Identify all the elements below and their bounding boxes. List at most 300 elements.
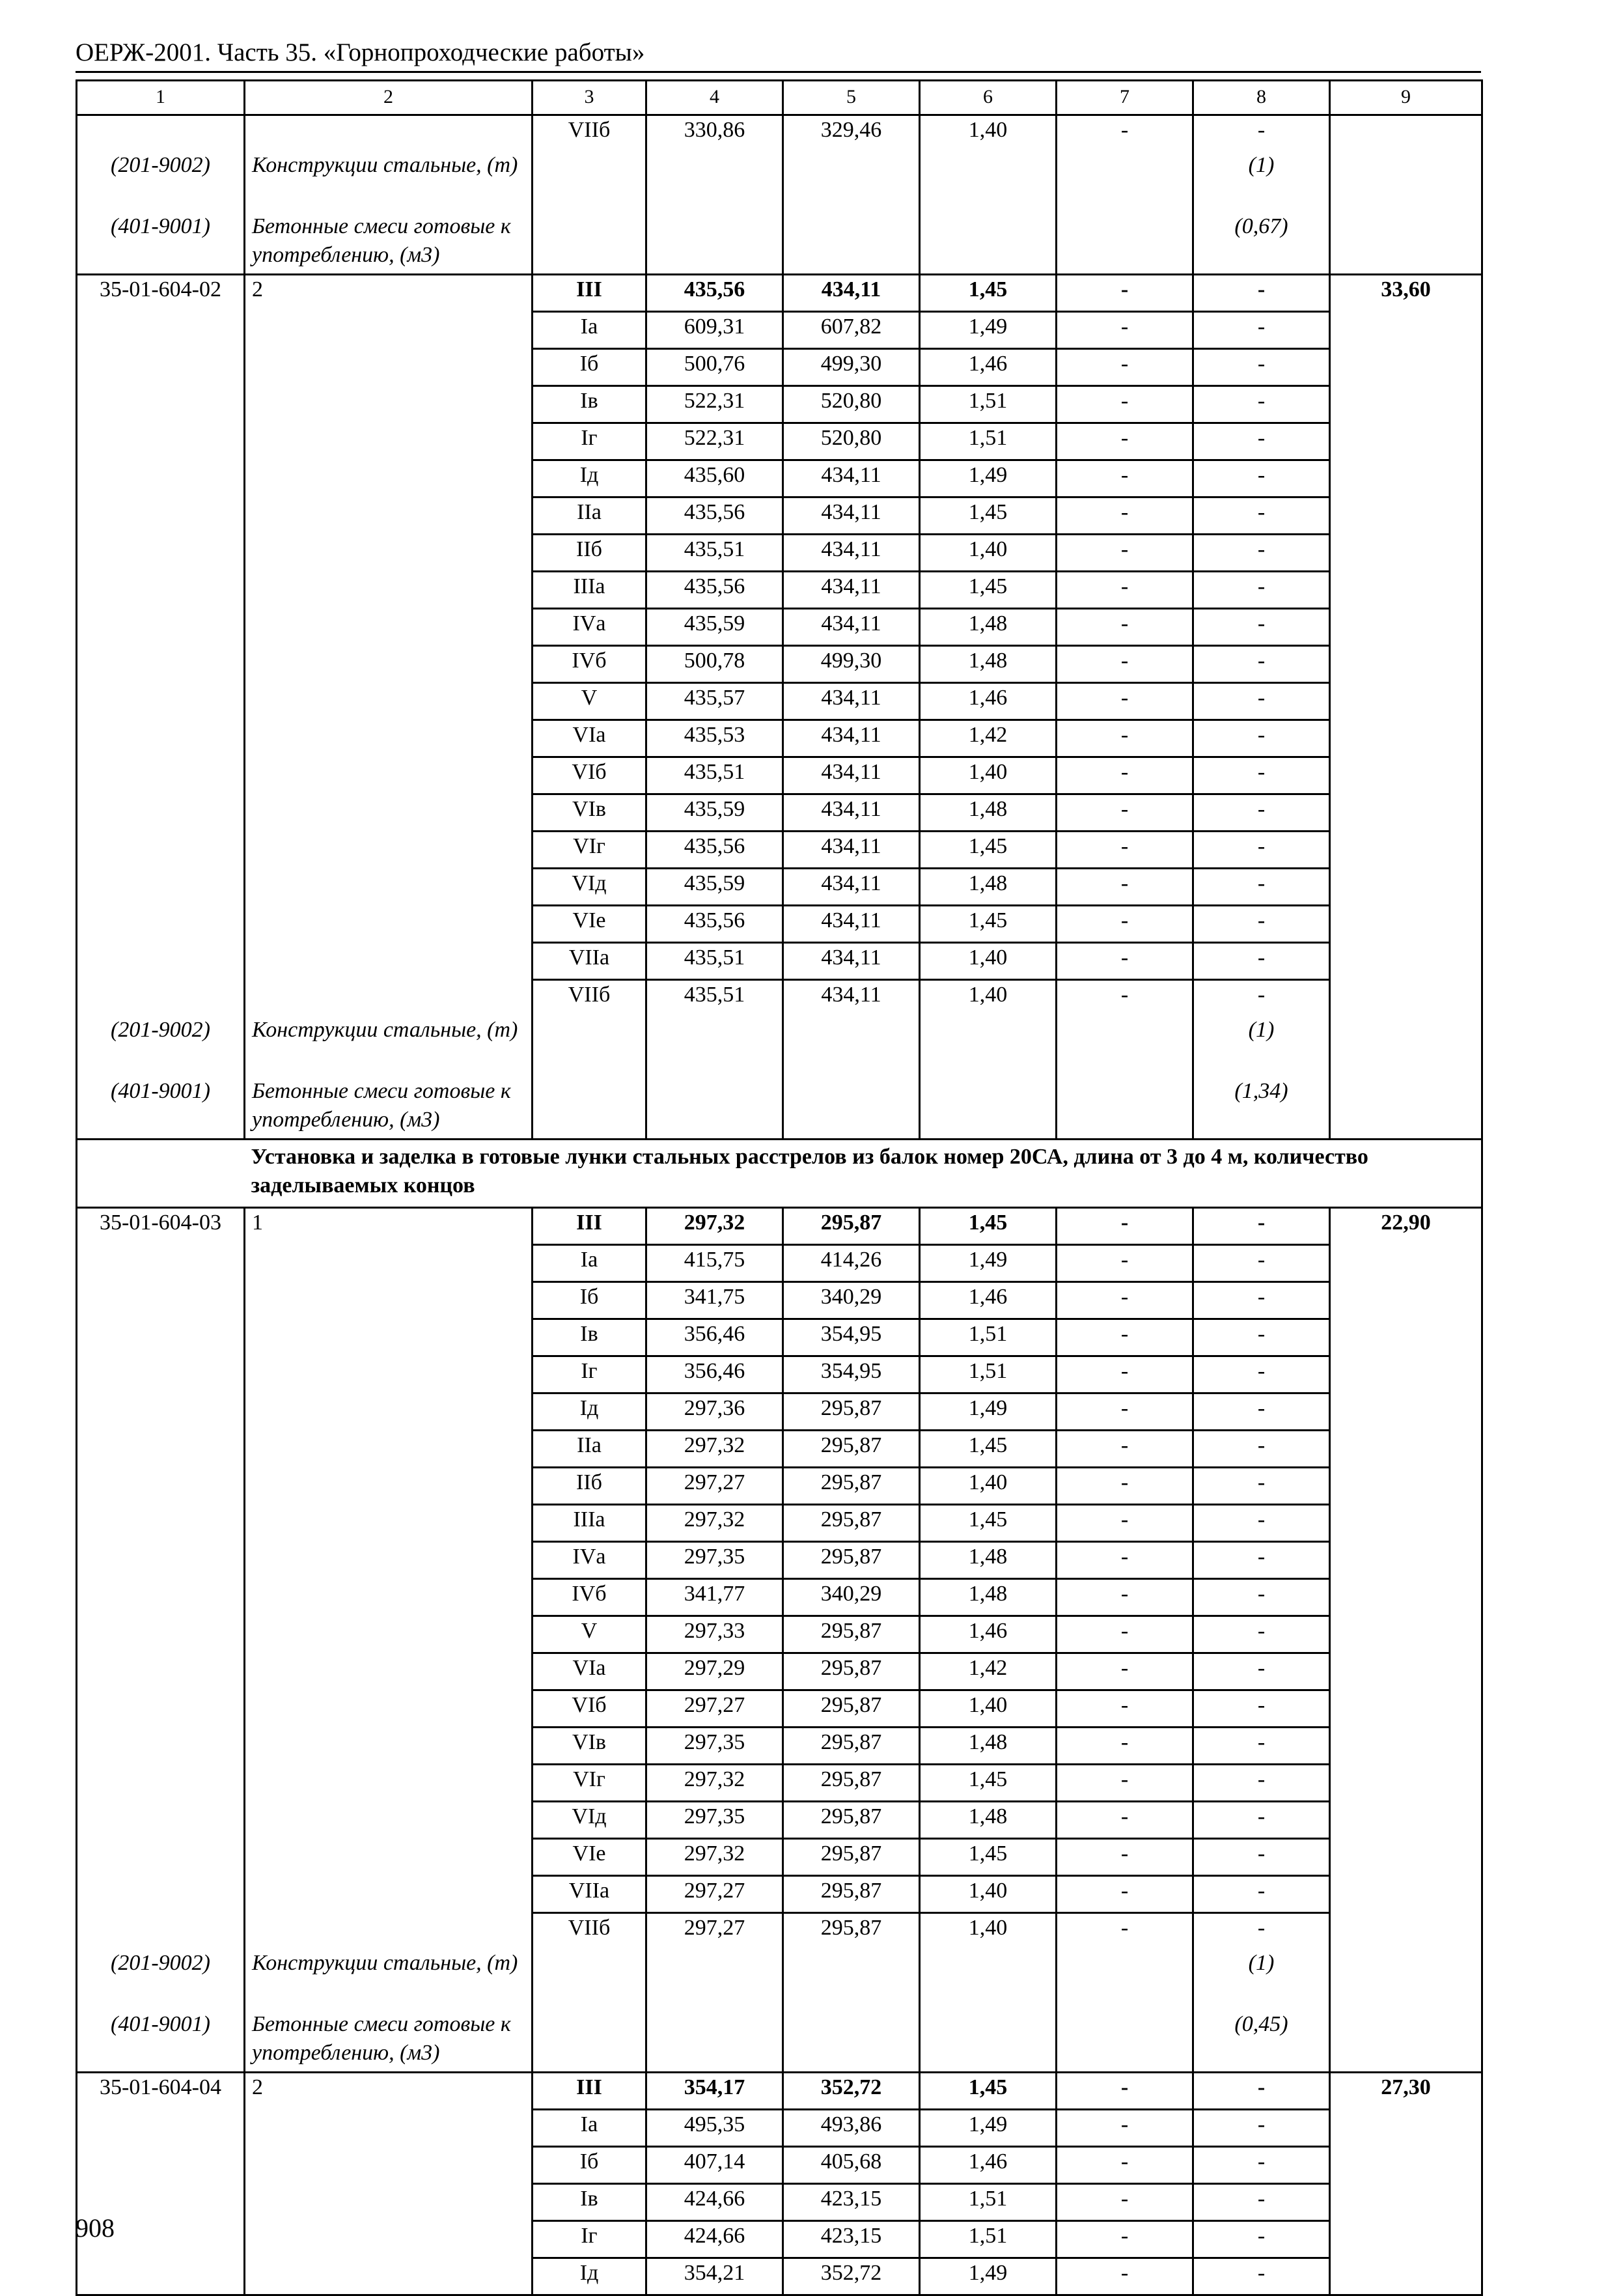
empty-cell bbox=[77, 535, 245, 572]
price-row bbox=[77, 609, 1482, 646]
value-cell: 500,78 bbox=[646, 646, 783, 683]
price-row bbox=[77, 1282, 1482, 1319]
empty-cell bbox=[77, 906, 245, 943]
value-cell: - bbox=[1057, 497, 1193, 535]
value-cell: - bbox=[1193, 794, 1330, 832]
empty-cell bbox=[1330, 2147, 1482, 2184]
value-cell: - bbox=[1057, 1542, 1193, 1579]
empty-cell bbox=[1330, 1016, 1482, 1077]
value-cell: 1,46 bbox=[920, 1616, 1057, 1653]
empty-cell bbox=[77, 1876, 245, 1913]
zone-cell: Iг bbox=[533, 423, 646, 460]
empty-cell bbox=[77, 2258, 245, 2295]
empty-cell bbox=[1330, 2110, 1482, 2147]
value-cell: - bbox=[1057, 1690, 1193, 1728]
value-cell: - bbox=[1193, 720, 1330, 757]
value-cell: 435,56 bbox=[646, 275, 783, 312]
price-row bbox=[77, 1468, 1482, 1505]
value-cell: - bbox=[1057, 906, 1193, 943]
empty-cell bbox=[1330, 1728, 1482, 1765]
empty-cell bbox=[245, 1839, 533, 1876]
empty-cell bbox=[1330, 1765, 1482, 1802]
price-row bbox=[77, 423, 1482, 460]
item-description: 2 bbox=[245, 2073, 533, 2110]
empty-cell bbox=[77, 1616, 245, 1653]
empty-cell bbox=[533, 1077, 646, 1140]
empty-cell bbox=[245, 720, 533, 757]
empty-cell bbox=[77, 720, 245, 757]
item-description: 1 bbox=[245, 1208, 533, 1245]
item-code: 35-01-604-04 bbox=[77, 2073, 245, 2110]
empty-cell bbox=[77, 943, 245, 980]
value-cell: 340,29 bbox=[783, 1579, 920, 1616]
column-number: 2 bbox=[245, 81, 533, 115]
resource-value: (1,34) bbox=[1193, 1077, 1330, 1140]
empty-cell bbox=[245, 646, 533, 683]
value-cell: 295,87 bbox=[783, 1616, 920, 1653]
price-row bbox=[77, 1208, 1482, 1245]
value-cell: 295,87 bbox=[783, 1542, 920, 1579]
empty-cell bbox=[245, 869, 533, 906]
value-cell: - bbox=[1193, 1431, 1330, 1468]
value-cell: - bbox=[1193, 943, 1330, 980]
value-cell: 1,49 bbox=[920, 1245, 1057, 1282]
price-row bbox=[77, 1319, 1482, 1356]
value-cell: - bbox=[1057, 115, 1193, 152]
value-cell: - bbox=[1057, 1431, 1193, 1468]
empty-cell bbox=[783, 1949, 920, 2010]
empty-cell bbox=[646, 1077, 783, 1140]
value-cell: 1,45 bbox=[920, 2073, 1057, 2110]
resource-row bbox=[77, 1949, 1482, 2010]
resource-code: (201-9002) bbox=[77, 1949, 245, 2010]
item-code: 35-01-604-03 bbox=[77, 1208, 245, 1245]
empty-cell bbox=[77, 1468, 245, 1505]
empty-cell bbox=[245, 2184, 533, 2221]
empty-cell bbox=[1330, 151, 1482, 212]
zone-cell: IIIа bbox=[533, 1505, 646, 1542]
empty-cell bbox=[245, 312, 533, 349]
value-cell: - bbox=[1057, 609, 1193, 646]
resource-code: (201-9002) bbox=[77, 151, 245, 212]
value-cell: 423,15 bbox=[783, 2184, 920, 2221]
value-cell: 1,48 bbox=[920, 646, 1057, 683]
empty-cell bbox=[77, 1653, 245, 1690]
value-cell: - bbox=[1193, 1653, 1330, 1690]
value-cell: 434,11 bbox=[783, 906, 920, 943]
empty-cell bbox=[77, 1765, 245, 1802]
empty-cell bbox=[1057, 2010, 1193, 2073]
zone-cell: Iб bbox=[533, 1282, 646, 1319]
value-cell: 435,59 bbox=[646, 609, 783, 646]
value-cell: - bbox=[1057, 832, 1193, 869]
empty-cell bbox=[245, 349, 533, 386]
empty-cell bbox=[1330, 1579, 1482, 1616]
zone-cell: VIIб bbox=[533, 115, 646, 152]
value-cell: - bbox=[1057, 2258, 1193, 2295]
column-number: 3 bbox=[533, 81, 646, 115]
value-cell: 1,45 bbox=[920, 572, 1057, 609]
price-row bbox=[77, 980, 1482, 1016]
price-row bbox=[77, 1356, 1482, 1393]
empty-cell bbox=[1330, 1876, 1482, 1913]
empty-cell bbox=[245, 497, 533, 535]
price-row bbox=[77, 1245, 1482, 1282]
empty-cell bbox=[1330, 2184, 1482, 2221]
value-cell: 1,48 bbox=[920, 1728, 1057, 1765]
zone-cell: Iв bbox=[533, 386, 646, 423]
empty-cell bbox=[77, 1690, 245, 1728]
empty-cell bbox=[1330, 1913, 1482, 1950]
zone-cell: Iа bbox=[533, 1245, 646, 1282]
empty-cell bbox=[245, 1468, 533, 1505]
value-cell: - bbox=[1193, 1765, 1330, 1802]
value-cell: 1,51 bbox=[920, 1319, 1057, 1356]
value-cell: 434,11 bbox=[783, 869, 920, 906]
value-cell: - bbox=[1057, 1913, 1193, 1950]
value-cell: 297,35 bbox=[646, 1802, 783, 1839]
value-cell: - bbox=[1057, 386, 1193, 423]
price-row bbox=[77, 497, 1482, 535]
value-cell: - bbox=[1193, 2258, 1330, 2295]
value-cell: 1,40 bbox=[920, 535, 1057, 572]
value-cell: 295,87 bbox=[783, 1393, 920, 1431]
item-description: 2 bbox=[245, 275, 533, 312]
value-cell: 295,87 bbox=[783, 1690, 920, 1728]
value-cell: - bbox=[1193, 386, 1330, 423]
value-cell: 297,32 bbox=[646, 1208, 783, 1245]
value-cell: 414,26 bbox=[783, 1245, 920, 1282]
empty-cell bbox=[533, 212, 646, 275]
value-cell: 1,45 bbox=[920, 906, 1057, 943]
price-row bbox=[77, 572, 1482, 609]
table-row bbox=[77, 115, 1482, 152]
zone-cell: VIд bbox=[533, 869, 646, 906]
price-row bbox=[77, 1839, 1482, 1876]
value-cell: 297,36 bbox=[646, 1393, 783, 1431]
empty-cell bbox=[245, 609, 533, 646]
value-cell: 1,42 bbox=[920, 1653, 1057, 1690]
value-cell: 493,86 bbox=[783, 2110, 920, 2147]
empty-cell bbox=[1330, 757, 1482, 794]
value-cell: 295,87 bbox=[783, 1913, 920, 1950]
value-cell: - bbox=[1193, 1913, 1330, 1950]
zone-cell: III bbox=[533, 2073, 646, 2110]
price-row bbox=[77, 1802, 1482, 1839]
value-cell: 434,11 bbox=[783, 980, 920, 1016]
value-cell: 1,49 bbox=[920, 312, 1057, 349]
empty-cell bbox=[1330, 1653, 1482, 1690]
value-cell: - bbox=[1193, 1505, 1330, 1542]
page-number: 908 bbox=[76, 2213, 115, 2243]
zone-cell: VIа bbox=[533, 720, 646, 757]
empty-cell bbox=[533, 1016, 646, 1077]
empty-cell bbox=[77, 757, 245, 794]
empty-cell bbox=[77, 386, 245, 423]
value-cell: 1,45 bbox=[920, 1839, 1057, 1876]
value-cell: 435,51 bbox=[646, 943, 783, 980]
empty-cell bbox=[77, 349, 245, 386]
value-cell: - bbox=[1057, 275, 1193, 312]
value-cell: 435,53 bbox=[646, 720, 783, 757]
empty-cell bbox=[1330, 312, 1482, 349]
zone-cell: IIб bbox=[533, 1468, 646, 1505]
value-cell: 354,95 bbox=[783, 1356, 920, 1393]
zone-cell: VIв bbox=[533, 1728, 646, 1765]
empty-cell bbox=[245, 1876, 533, 1913]
zone-cell: Iд bbox=[533, 1393, 646, 1431]
empty-cell bbox=[1330, 497, 1482, 535]
empty-cell bbox=[245, 1616, 533, 1653]
empty-cell bbox=[77, 1245, 245, 1282]
value-cell: 607,82 bbox=[783, 312, 920, 349]
value-cell: 1,45 bbox=[920, 832, 1057, 869]
empty-cell bbox=[77, 1431, 245, 1468]
value-cell: 1,49 bbox=[920, 2258, 1057, 2295]
value-cell: - bbox=[1193, 906, 1330, 943]
empty-cell bbox=[77, 1839, 245, 1876]
value-cell: 1,45 bbox=[920, 275, 1057, 312]
zone-cell: IIа bbox=[533, 497, 646, 535]
value-cell: - bbox=[1193, 1802, 1330, 1839]
empty-cell bbox=[783, 212, 920, 275]
empty-cell bbox=[646, 212, 783, 275]
zone-cell: VIв bbox=[533, 794, 646, 832]
value-cell: - bbox=[1057, 1876, 1193, 1913]
value-cell: - bbox=[1193, 460, 1330, 497]
resource-value: (1) bbox=[1193, 1016, 1330, 1077]
value-cell: - bbox=[1193, 349, 1330, 386]
value-cell: - bbox=[1193, 1245, 1330, 1282]
value-cell: 435,51 bbox=[646, 980, 783, 1016]
empty-cell bbox=[245, 572, 533, 609]
price-row bbox=[77, 832, 1482, 869]
resource-code: (401-9001) bbox=[77, 2010, 245, 2073]
empty-cell bbox=[245, 683, 533, 720]
empty-cell bbox=[1330, 212, 1482, 275]
value-cell: 354,95 bbox=[783, 1319, 920, 1356]
zone-cell: Iг bbox=[533, 1356, 646, 1393]
column-number: 7 bbox=[1057, 81, 1193, 115]
zone-cell: VIIб bbox=[533, 980, 646, 1016]
value-cell: - bbox=[1057, 1616, 1193, 1653]
column-number: 5 bbox=[783, 81, 920, 115]
empty-cell bbox=[77, 794, 245, 832]
empty-cell bbox=[646, 151, 783, 212]
zone-cell: Iв bbox=[533, 1319, 646, 1356]
value-cell: 434,11 bbox=[783, 683, 920, 720]
price-row bbox=[77, 720, 1482, 757]
value-cell: 354,21 bbox=[646, 2258, 783, 2295]
zone-cell: Iд bbox=[533, 2258, 646, 2295]
value-cell: - bbox=[1057, 1728, 1193, 1765]
empty-cell bbox=[1330, 535, 1482, 572]
value-cell: - bbox=[1057, 757, 1193, 794]
empty-cell bbox=[783, 1077, 920, 1140]
empty-cell bbox=[783, 151, 920, 212]
value-cell: 1,40 bbox=[920, 757, 1057, 794]
value-cell: - bbox=[1193, 115, 1330, 152]
value-cell: - bbox=[1193, 1616, 1330, 1653]
empty-cell bbox=[533, 1949, 646, 2010]
value-cell: 434,11 bbox=[783, 832, 920, 869]
value-cell: 1,51 bbox=[920, 2221, 1057, 2258]
price-row bbox=[77, 1876, 1482, 1913]
resource-name: Бетонные смеси готовые к употреблению, (м3) bbox=[245, 2010, 533, 2073]
value-cell: 1,51 bbox=[920, 423, 1057, 460]
price-row bbox=[77, 646, 1482, 683]
value-cell: 434,11 bbox=[783, 535, 920, 572]
resource-row bbox=[77, 212, 1482, 275]
value-cell: 435,56 bbox=[646, 906, 783, 943]
empty-cell bbox=[245, 943, 533, 980]
empty-cell bbox=[77, 1802, 245, 1839]
value-cell: - bbox=[1057, 572, 1193, 609]
price-row bbox=[77, 349, 1482, 386]
value-cell: 435,56 bbox=[646, 572, 783, 609]
empty-cell bbox=[77, 2147, 245, 2184]
item-code: 35-01-604-02 bbox=[77, 275, 245, 312]
empty-cell bbox=[245, 832, 533, 869]
empty-cell bbox=[77, 1505, 245, 1542]
empty-cell bbox=[783, 1016, 920, 1077]
value-cell: 407,14 bbox=[646, 2147, 783, 2184]
resource-name: Бетонные смеси готовые к употреблению, (м3) bbox=[245, 212, 533, 275]
value-cell: - bbox=[1193, 683, 1330, 720]
column-number: 1 bbox=[77, 81, 245, 115]
empty-cell bbox=[245, 535, 533, 572]
value-cell: - bbox=[1057, 2221, 1193, 2258]
value-cell: - bbox=[1193, 1579, 1330, 1616]
value-cell: 434,11 bbox=[783, 720, 920, 757]
empty-cell bbox=[77, 980, 245, 1016]
value-cell: - bbox=[1193, 2221, 1330, 2258]
value-cell: - bbox=[1193, 1393, 1330, 1431]
value-cell: 329,46 bbox=[783, 115, 920, 152]
zone-cell: VIб bbox=[533, 757, 646, 794]
empty-cell bbox=[245, 1505, 533, 1542]
zone-cell: VIб bbox=[533, 1690, 646, 1728]
resource-value: (0,45) bbox=[1193, 2010, 1330, 2073]
empty-cell bbox=[1330, 1616, 1482, 1653]
empty-cell bbox=[245, 1765, 533, 1802]
empty-cell bbox=[1057, 212, 1193, 275]
empty-cell bbox=[1330, 794, 1482, 832]
zone-cell: VIд bbox=[533, 1802, 646, 1839]
value-cell: - bbox=[1193, 757, 1330, 794]
resource-name: Конструкции стальные, (т) bbox=[245, 1949, 533, 2010]
column-number: 8 bbox=[1193, 81, 1330, 115]
empty-cell bbox=[245, 423, 533, 460]
empty-cell bbox=[245, 1728, 533, 1765]
price-row bbox=[77, 1542, 1482, 1579]
empty-cell bbox=[1330, 460, 1482, 497]
value-cell: 295,87 bbox=[783, 1728, 920, 1765]
value-cell: - bbox=[1057, 535, 1193, 572]
value-cell: - bbox=[1057, 1802, 1193, 1839]
empty-cell bbox=[1330, 349, 1482, 386]
value-cell: 297,27 bbox=[646, 1913, 783, 1950]
value-cell: 435,51 bbox=[646, 757, 783, 794]
empty-cell bbox=[1330, 2221, 1482, 2258]
empty-cell bbox=[1330, 1505, 1482, 1542]
column9-value: 22,90 bbox=[1330, 1208, 1482, 1245]
empty-cell bbox=[1330, 386, 1482, 423]
resource-name: Конструкции стальные, (т) bbox=[245, 151, 533, 212]
resource-name: Конструкции стальные, (т) bbox=[245, 1016, 533, 1077]
zone-cell: VIIа bbox=[533, 943, 646, 980]
value-cell: - bbox=[1057, 683, 1193, 720]
value-cell: 295,87 bbox=[783, 1468, 920, 1505]
section-title: Установка и заделка в готовые лунки стальных расстрелов из балок номер 20СА, длина от 3 до 4 м, количество заделываемых концов bbox=[245, 1140, 1482, 1208]
empty-cell bbox=[77, 1140, 245, 1208]
value-cell: 520,80 bbox=[783, 386, 920, 423]
price-table bbox=[76, 79, 1483, 2296]
value-cell: 1,51 bbox=[920, 2184, 1057, 2221]
value-cell: 297,27 bbox=[646, 1690, 783, 1728]
zone-cell: Iа bbox=[533, 2110, 646, 2147]
empty-cell bbox=[245, 757, 533, 794]
value-cell: 434,11 bbox=[783, 609, 920, 646]
empty-cell bbox=[1057, 1949, 1193, 2010]
value-cell: 1,42 bbox=[920, 720, 1057, 757]
value-cell: - bbox=[1057, 720, 1193, 757]
zone-cell: IVа bbox=[533, 609, 646, 646]
empty-cell bbox=[77, 1282, 245, 1319]
empty-cell bbox=[646, 1016, 783, 1077]
value-cell: - bbox=[1193, 1690, 1330, 1728]
empty-cell bbox=[77, 1542, 245, 1579]
value-cell: - bbox=[1057, 2073, 1193, 2110]
zone-cell: Iб bbox=[533, 2147, 646, 2184]
value-cell: 434,11 bbox=[783, 572, 920, 609]
value-cell: 297,32 bbox=[646, 1431, 783, 1468]
empty-cell bbox=[783, 2010, 920, 2073]
empty-cell bbox=[920, 1949, 1057, 2010]
value-cell: 295,87 bbox=[783, 1431, 920, 1468]
empty-cell bbox=[77, 1356, 245, 1393]
value-cell: 1,45 bbox=[920, 1765, 1057, 1802]
value-cell: - bbox=[1057, 1245, 1193, 1282]
empty-cell bbox=[1330, 943, 1482, 980]
value-cell: 354,17 bbox=[646, 2073, 783, 2110]
price-row bbox=[77, 1393, 1482, 1431]
value-cell: 1,49 bbox=[920, 2110, 1057, 2147]
value-cell: 424,66 bbox=[646, 2184, 783, 2221]
value-cell: - bbox=[1193, 980, 1330, 1016]
price-row bbox=[77, 683, 1482, 720]
value-cell: 297,35 bbox=[646, 1728, 783, 1765]
zone-cell: IVб bbox=[533, 1579, 646, 1616]
value-cell: - bbox=[1193, 1468, 1330, 1505]
resource-value: (1) bbox=[1193, 1949, 1330, 2010]
value-cell: - bbox=[1193, 1282, 1330, 1319]
value-cell: - bbox=[1057, 1208, 1193, 1245]
zone-cell: VIе bbox=[533, 1839, 646, 1876]
empty-cell bbox=[245, 1690, 533, 1728]
price-row bbox=[77, 906, 1482, 943]
column-number: 4 bbox=[646, 81, 783, 115]
column-number: 9 bbox=[1330, 81, 1482, 115]
value-cell: - bbox=[1193, 2147, 1330, 2184]
value-cell: 356,46 bbox=[646, 1356, 783, 1393]
value-cell: 520,80 bbox=[783, 423, 920, 460]
header-rule bbox=[76, 71, 1481, 73]
value-cell: 435,60 bbox=[646, 460, 783, 497]
value-cell: 297,27 bbox=[646, 1876, 783, 1913]
page-header: ОЕРЖ-2001. Часть 35. «Горнопроходческие работы» bbox=[76, 38, 645, 66]
empty-cell bbox=[245, 1356, 533, 1393]
